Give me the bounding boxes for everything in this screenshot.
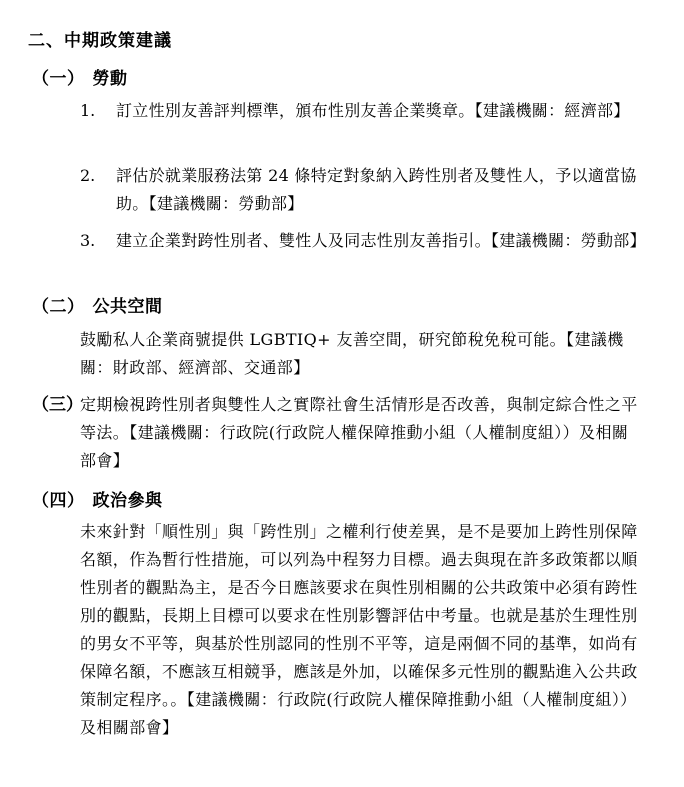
subsection-label: （二） [32, 297, 85, 317]
list-item-text: 建立企業對跨性別者、雙性人及同志性別友善指引。【建議機關：勞動部】 [116, 231, 646, 250]
list-item-text: 評估於就業服務法第 24 條特定對象納入跨性別者及雙性人，予以適當協助。【建議機關：勞動部】 [116, 166, 637, 213]
list-item-number: 3. [80, 231, 96, 250]
subsection-label: （四） [32, 491, 85, 511]
list-item [80, 162, 640, 218]
subsection-paragraph: 未來針對「順性別」與「跨性別」之權利行使差異，是不是要加上跨性別保障名額，作為暫行性措施，可以列為中程努力目標。過去與現在許多政策都以順性別者的觀點為主，是否今日應該要求在與性別相關的公共政策中必須有跨性別的觀點，長期上目標可以要求在性別影響評估中考量。也就是基於生理性別的男女不平等，與基於性別認同的性別不平等，這是兩個不同的基準，如尚有保障名額，不應該互相競爭，應該是外加，以確保多元性別的觀點進入公共政策制定程序。。【建議機關：行政院(行政院人權保障推動小組（人權制度組））及相關部會】 [80, 522, 638, 737]
subsection-label: （三） [32, 395, 83, 415]
subsection-paragraph: 鼓勵私人企業商號提供 LGBTIQ+ 友善空間，研究節稅免稅可能。【建議機關：財政部、經濟部、交通部】 [80, 330, 624, 377]
list-item-number: 1. [80, 101, 96, 120]
list-item [80, 97, 640, 125]
list-item-number: 2. [80, 166, 96, 185]
list-item [80, 227, 646, 255]
subsection-hanging-item [32, 391, 642, 475]
subsection-heading-political-participation [32, 486, 163, 511]
subsection-paragraph: 定期檢視跨性別者與雙性人之實際社會生活情形是否改善，與制定綜合性之平等法。【建議機關：行政院(行政院人權保障推動小組（人權制度組））及相關部會】 [80, 395, 638, 470]
subsection-title: 勞動 [92, 69, 128, 89]
subsection-label: （一） [32, 69, 85, 89]
subsection-title: 政治參與 [92, 491, 163, 511]
section-heading: 二、中期政策建議 [28, 31, 172, 51]
subsection-heading-public-space [32, 292, 163, 317]
list-item-text: 訂立性別友善評判標準，頒布性別友善企業獎章。【建議機關：經濟部】 [116, 101, 630, 120]
subsection-title: 公共空間 [92, 297, 163, 317]
subsection-heading-labor [32, 64, 128, 89]
